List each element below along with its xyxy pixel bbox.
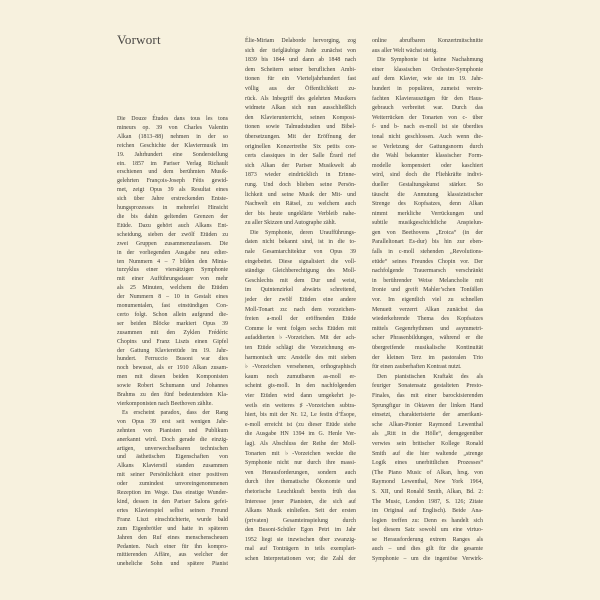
text-line: eingebettet. Diese signalisiert die voll- [245, 258, 356, 265]
text-line: 1873 wieder eindrücklich in Erinne- [245, 172, 356, 179]
text-line: Smith auf die hier waltende „strenge [372, 450, 483, 457]
text-line: verwies sein britischer Kollege Ronald [372, 440, 483, 447]
text-line: rung. Und doch blieben seine Persön- [245, 181, 356, 188]
text-line: sche Alkan-Pionier Raymond Lewenthal [372, 421, 483, 428]
text-line: mittierenden Affäre, aus welcher der [117, 552, 228, 559]
text-line: Comme le vent folgen sechs Etüden mit [245, 325, 356, 332]
text-line: vor. Im eigentlich viel zu schnellen [372, 297, 483, 304]
text-line: S. XII, und Ronald Smith, Alkan, Bd. 2: [372, 488, 483, 495]
text-line: einsetzt, charakterisierte der amerikani- [372, 412, 483, 419]
text-line: 1952 liegt sie inzwischen über zwanzig- [245, 536, 356, 543]
text-line: die Ausgabe HN 1394 im G. Henle Ver- [245, 431, 356, 438]
text-line: im Original auf Englisch). Beide Ana- [372, 508, 483, 515]
text-line: mal auf Tonträgern in teils exemplari- [245, 546, 356, 553]
text-line: noch bewusst, als er 1910 Alkan zusam- [117, 365, 228, 372]
text-line: auf dem Klavier, wie sie im 19. Jahr- [372, 76, 483, 83]
text-line: scher Phrasenbildungen, während er die [372, 335, 483, 342]
text-line: widmete Alkan sich nun ausschließlich [245, 105, 356, 112]
text-line: fachten Klavierauszügen für den Haus- [372, 95, 483, 102]
text-line: men mit diesen beiden Komponisten [117, 374, 228, 381]
text-line: ten Etüde schlägt die Vorzeichnung en- [245, 345, 356, 351]
text-line: im Quintenzirkel abwärts schreitend, [245, 287, 356, 294]
text-line: Symphonie nicht nur durch ihre massi- [245, 460, 356, 467]
text-line: Jahren den Ruf eines menschenscheuen [117, 534, 228, 541]
text-line: schen Interpretationen vor; die Zahl der [245, 556, 356, 563]
text-line: Symphonie – um die ingeniöse Verwirk- [372, 556, 483, 563]
text-line: jeder der zwölf Etüden eine andere [245, 297, 356, 304]
text-line: der kleinen Terz im pastoralen Trio [372, 354, 483, 361]
text-line: völlig aus der Öffentlichkeit zu- [245, 85, 356, 92]
text-line: tonal nicht geschlossen. Auch wenn die- [372, 133, 483, 140]
text-line: scheint gis-moll. In den nachfolgenden [245, 383, 356, 390]
text-line: gen von Beethovens „Eroica“ (in der [372, 229, 483, 236]
text-line: (privaten) Gesamteinspielung durch [245, 517, 356, 524]
text-line: 19. Jahrhundert eine Sonderstellung [117, 151, 228, 158]
text-line: Alkans Musik einließen. Seit der ersten [245, 508, 356, 515]
text-line: Ironie und greift Mahler’schen Tonfällen [372, 287, 483, 294]
text-line: gebrauch verbreitet war. Durch das [372, 105, 483, 112]
text-line: anerkannt wird. Doch gerade die einzig- [117, 436, 228, 443]
text-line: Alkan (1813–88) nehmen in der so [117, 133, 228, 140]
text-line: Rezeption im Wege. Das einstige Wunder- [117, 490, 228, 497]
text-line: The Music, London 1987, S. 126; Zitate [372, 498, 483, 505]
text-line: scheidung, sieben der zwölf Etüden zu [117, 231, 228, 238]
text-line: mit einer Aufführungsdauer von mehr [117, 276, 228, 283]
text-line: täuscht die Anmutung klassizistischer [372, 191, 483, 198]
text-line: wird, sind doch die Fliehkräfte indivi- [372, 172, 483, 179]
text-line: und ästhetischen Eigenschaften von [117, 454, 228, 461]
text-line: rhetorische Leuchtkraft bereits früh das [245, 488, 356, 495]
text-line: sich Alkan der Pariser Musikwelt ab [245, 162, 356, 169]
text-line: in der vorliegenden Ausgabe neu edier- [117, 249, 228, 256]
text-line: als „Ritt in die Hölle“, demgegenüber [372, 431, 483, 438]
text-line: nimmt merkliche Verrückungen und [372, 210, 483, 217]
text-line: Es erscheint paradox, dass der Rang [122, 409, 228, 416]
text-line: der Nummern 8 – 10 in Gestalt eines [117, 294, 228, 301]
text-line: turzyklus einer viersätzigen Symphonie [117, 267, 228, 274]
text-line: vierkomponisten nach Beethoven zählte. [117, 401, 213, 407]
text-line: se Herausforderung extrem Ranges als [372, 536, 483, 543]
text-line: gelehrten François-Joseph Fétis gewid- [117, 178, 228, 185]
text-line: online abrufbaren Konzertmitschnitte [372, 38, 483, 44]
text-line: Interesse jener Pianisten, die sich auf [245, 498, 356, 505]
text-line: monumentalen, fast einstündigen Con- [117, 303, 228, 310]
text-line: ♭-Vorzeichen versehenen, orthographisch [245, 364, 356, 371]
text-line: für einen zauberhaften Kontrast nutzt. [372, 364, 462, 371]
text-line: harmonisch um: Anstelle des mit sieben [245, 354, 356, 361]
text-line: übersetzungen. Mit der Eröffnung der [245, 133, 356, 140]
text-line: Pedanten. Nach einer für ihn kompro- [117, 543, 228, 550]
text-line: ser beiden Blöcke markiert Opus 39 [117, 320, 228, 327]
text-line: logien treffen zu: Denn es handelt sich [372, 517, 483, 524]
text-line: se Verletzung der Gattungsnorm durch [372, 143, 483, 150]
text-line: mit seiner Persönlichkeit einer positiven [117, 472, 228, 479]
text-line: wiederkehrende Thema des Kopfsatzes [372, 316, 483, 323]
text-line: Logik eines unerbittlichen Prozesses“ [372, 460, 483, 467]
text-line: hungsprozesses in mehrerlei Hinsicht [117, 205, 228, 212]
text-line: der Gattung Klavieretüde im 19. Jahr- [117, 347, 228, 354]
text-line: ständige Gleichberechtigung des Moll- [245, 268, 356, 275]
text-line: kind, dessen in den Pariser Salons gefei- [117, 498, 228, 505]
text-line: tionen sowie Talmudstudien und Bibel- [245, 124, 356, 131]
text-line: der bis heute ungeklärte Verbleib nahe- [245, 210, 356, 217]
text-line: Geschlechts mit dem Dur und weist, [245, 277, 356, 284]
text-line: Brahms zu den fünf bedeutendsten Kla- [117, 392, 228, 399]
text-line: f- und b- nach es-moll ist sie überdies [372, 124, 483, 131]
text-line: auch – und dies gilt für die gesamte [372, 546, 483, 553]
text-column-1 [117, 115, 228, 569]
text-line: Élie-Miriam Delaborde hervorging, zog [245, 38, 356, 44]
text-line: subtile musikgeschichtliche Anspielun- [372, 220, 483, 227]
text-line: zwei Gruppen zusammenzufassen. Die [117, 240, 228, 247]
text-column-3 [372, 37, 483, 565]
text-line: Strenge des Kopfsatzes, denn Alkan [372, 201, 483, 208]
text-line: Die Symphonie ist keine Nachahmung [377, 57, 483, 64]
text-line: bei diesem Satz sowohl um eine virtuo- [372, 527, 483, 534]
text-line: uneheliche Sohn und spätere Pianist [117, 561, 228, 568]
text-line: Nachwelt ein Rätsel, zu welchem auch [245, 201, 356, 208]
text-line: als 25 Minuten, welchem die Etüden [117, 285, 228, 292]
text-line: Etüde. Dazu gehört auch Alkans Ent- [117, 222, 228, 229]
text-line: Finales, das mit einer barockisierenden [372, 392, 483, 399]
text-line: die Wahl bekannter klassischer Form- [372, 153, 483, 160]
text-line: certo folgt. Schon allein aufgrund die- [117, 311, 228, 318]
text-column-2 [245, 37, 356, 565]
text-line: Tonarten mit ♭-Vorzeichen weckte die [245, 450, 356, 457]
text-line: Alkans Klavierstil standen zusammen [117, 463, 228, 470]
text-line: Paralleltonart Es-dur) bis hin zur eben- [372, 239, 483, 246]
text-line: nachfolgende Trauermarsch verschränkt [372, 268, 483, 275]
text-line: 1839 bis 1844 und dann ab 1848 nach [245, 57, 356, 64]
text-line: ein. 1857 im Pariser Verlag Richault [117, 160, 228, 167]
text-line: ertes Klavierspiel selbst seinen Freund [117, 507, 228, 514]
text-line: hundert in populären, zumeist verein- [372, 85, 483, 92]
text-line: daten nicht bekannt sind, ist in die to- [245, 239, 356, 246]
text-line: originellen Konzertreihe Six petits con- [245, 143, 356, 150]
text-line: Die Douze Études dans tous les tons [117, 116, 228, 122]
text-line: e-moll erreicht ist (zu dieser Etüde siehe [245, 421, 356, 428]
text-line: Weiterrücken der Tonarten von c- über [372, 114, 483, 121]
text-line: Chopins und Franz Liszts einen Gipfel [117, 338, 228, 345]
text-line: sich über Jahre erstreckenden Entste- [117, 196, 228, 203]
text-line: lag). Als Abschluss der Reihe der Moll- [245, 440, 356, 447]
text-line: artigen, unverwechselbaren technischen [117, 445, 228, 452]
text-line: Menuett verzerrt Alkan zunächst das [372, 306, 483, 313]
text-line: die bis dahin geltenden Grenzen der [117, 213, 228, 220]
text-line: mittels Gegenrhythmen und asymmetri- [372, 325, 483, 332]
text-line: dueller Gestaltungskunst stärker. So [372, 181, 483, 188]
text-line: nale Gesamtarchitektur von Opus 39 [245, 249, 356, 256]
text-line: hiert, bis mit der Nr. 12, Le festin d’Ésope, [245, 412, 356, 419]
text-line: dem Scheitern seiner beruflichen Ambi- [245, 66, 356, 73]
text-line: Die Symphonie, deren Uraufführungs- [250, 229, 356, 236]
text-line: in berührender Weise Melancholie mit [372, 277, 483, 284]
text-line: sich der tiefgläubige Jude zunächst von [245, 47, 356, 54]
text-line: met, zeigt Opus 39 als Resultat eines [117, 187, 228, 194]
text-line: vier Etüden wird dann umgekehrt je- [245, 392, 356, 399]
text-line: modelle kompensiert oder kaschiert [372, 162, 483, 169]
text-line: aus aller Welt wächst stetig. [372, 47, 438, 54]
text-line: hundert. Ferruccio Busoni war dies [117, 356, 228, 363]
text-line: Moll-Tonart zu: nach dem vorzeichen- [245, 306, 356, 313]
text-line: Den pianistischen Kraftakt des als [377, 373, 483, 380]
text-line: (The Piano Music of Alkan, hrsg. von [372, 469, 483, 476]
text-line: zu aller Skizzen und Autographe zählt. [245, 220, 337, 227]
text-line: etüde“ seines Freundes Chopin vor. Der [372, 258, 483, 265]
text-line: den Busoni-Schüler Egon Petri im Jahr [245, 527, 356, 534]
text-line: mineurs op. 39 von Charles Valentin [117, 124, 228, 131]
text-line: durch ihre thematische Ökonomie und [245, 479, 356, 486]
text-line: certs classiques in der Salle Érard rief [245, 153, 356, 160]
text-line: Franz Liszt einschüchterte, wurde bald [117, 516, 228, 523]
text-line: kaum noch zumutbaren as-moll er- [245, 373, 356, 380]
text-line: sowie Robert Schumann und Johannes [117, 383, 228, 390]
text-line: übergreifende musikalische Kontinuität [372, 345, 483, 351]
text-line: freien a-moll der eröffnenden Etüde [245, 316, 356, 323]
text-line: weils ein weiteres ♯-Vorzeichen subtra- [245, 402, 356, 409]
text-line: aufaddierten ♭-Vorzeichen. Mit der ach- [245, 335, 356, 342]
text-line: einer klassischen Orchester-Symphonie [372, 66, 483, 73]
text-line: feuriger Sonatensatz gestalteten Presto- [372, 383, 483, 390]
text-line: falls in c-moll stehenden „Revolutions- [372, 249, 483, 256]
text-line: Sprungfigur in Oktaven der linken Hand [372, 402, 483, 409]
text-line: von Opus 39 erst seit wenigen Jahr- [117, 418, 228, 425]
page-title: Vorwort [117, 32, 161, 47]
text-line: reichen Geschichte der Klaviermusik im [117, 142, 228, 149]
text-line: tionen für ein Vierteljahrhundert fast [245, 76, 356, 83]
text-line: oder zumindest unvoreingenommenen [117, 481, 228, 488]
text-line: zusammen mit den Zyklen Frédéric [117, 329, 228, 336]
text-line: Raymond Lewenthal, New York 1964, [372, 479, 483, 486]
text-line: ven Herausforderungen, sondern auch [245, 469, 356, 476]
text-line: zehnten von Pianisten und Publikum [117, 427, 228, 434]
text-line: zum Eigenbrötler und hatte in späteren [117, 525, 228, 532]
text-line: ten Nummern 4 – 7 bilden den Minia- [117, 258, 228, 265]
text-line: den Klavierunterricht, seinen Komposi- [245, 114, 356, 121]
text-line: lichkeit und seine Musik der Mit- und [245, 191, 356, 198]
text-line: erschienen und dem berühmten Musik- [117, 169, 228, 176]
text-line: rück. Als Inbegriff des gelehrten Musikers [245, 95, 356, 102]
